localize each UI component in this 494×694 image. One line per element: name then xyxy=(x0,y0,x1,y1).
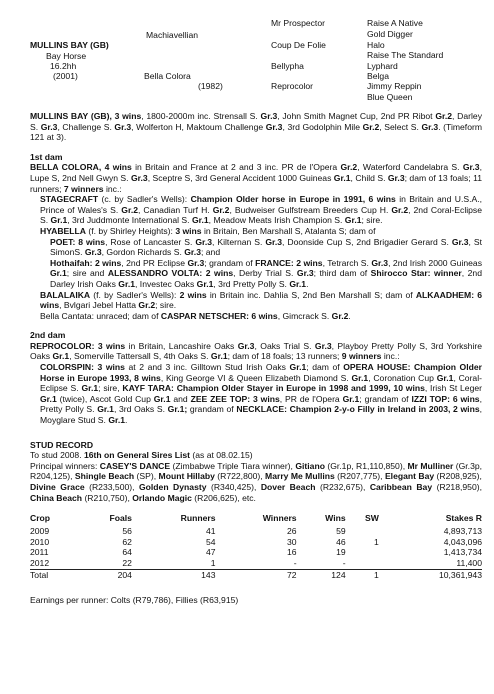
crop-cell: 16 xyxy=(287,547,297,558)
crop-cell: 46 xyxy=(336,536,346,547)
first-dam-paragraph: Bella Cantata: unraced; dam of CASPAR NETSCHER: 6 wins, Gimcrack S. Gr.2. xyxy=(40,310,351,321)
crop-cell: 1,413,734 xyxy=(443,547,482,558)
stud-line: To stud 2008. 16th on General Sires List (as at 08.02.15) xyxy=(30,450,253,461)
crop-total-cell: Total xyxy=(30,569,49,580)
sire-dam: Coup De Folie xyxy=(271,40,326,50)
crop-cell: - xyxy=(216,558,297,569)
crop-row xyxy=(30,537,482,548)
crop-cell: 59 xyxy=(336,525,346,536)
first-dam-paragraph: HYABELLA (f. by Shirley Heights): 3 wins in Britain, Ben Marshall S, Atalanta S; dam of xyxy=(40,225,376,236)
crop-column-header: Runners xyxy=(180,513,216,524)
second-dam-paragraph: REPROCOLOR: 3 wins in Britain, Lancashire Oaks Gr.3, Oaks Trial S. Gr.3, Playboy Pretty Polly S, 3rd Yorkshire Oaks Gr.1, Somerville Tattersall S, 4th Oaks S. Gr.1; dam of 18 foals; 13 runners; 9 winners inc.: xyxy=(30,340,483,362)
crop-cell: 47 xyxy=(205,547,216,558)
dam-year: (1982) xyxy=(198,81,223,91)
dam-dam: Reprocolor xyxy=(271,81,314,91)
first-dam-paragraph: Hothaifah: 2 wins, 2nd PR Eclipse Gr.3; grandam of FRANCE: 2 wins, Tetrarch S. Gr.3, 2nd Irish 2000 Guineas Gr.1; sire and ALESSANDRO VOLTA: 2 wins, Derby Trial S. Gr.3; third dam of Shirocco Star: winner, 2nd Darley Irish Oaks Gr.1, Investec Oaks Gr.1, 3rd Pretty Polly S. Gr.1. xyxy=(50,257,483,289)
crop-cell: 4,043,096 xyxy=(443,536,482,547)
crop-total-cell: 204 xyxy=(117,569,132,580)
first-dam-paragraph: BALALAIKA (f. by Sadler's Wells): 2 wins in Britain inc. Dahlia S, 2nd Ben Marshall S; dam of ALKAADHEM: 6 wins, Bvlgari Jebel Hatta Gr.2; sire. xyxy=(40,289,483,311)
crop-cell: 1 xyxy=(374,536,379,547)
crop-column-header: Foals xyxy=(109,513,132,524)
crop-cell: 19 xyxy=(336,547,346,558)
crop-cell: 62 xyxy=(122,536,132,547)
horse-year: (2001) xyxy=(53,71,78,81)
crop-total-row xyxy=(30,569,482,580)
crop-table-header xyxy=(30,513,482,526)
crop-table xyxy=(30,513,482,581)
crop-total-cell: 1 xyxy=(374,569,379,580)
earnings-per-runner: Earnings per runner: Colts (R79,786), Fillies (R63,915) xyxy=(30,594,239,605)
crop-cell: 26 xyxy=(287,525,297,536)
gen4-7: Jimmy Reppin xyxy=(367,81,422,91)
crop-cell: 1 xyxy=(132,558,216,569)
crop-cell: 2010 xyxy=(30,536,50,547)
dam-name: Bella Colora xyxy=(144,71,191,81)
first-dam-section xyxy=(30,162,482,321)
crop-row xyxy=(30,526,482,537)
horse-colour: Bay Horse xyxy=(46,51,87,61)
principal-winners: Principal winners: CASEY'S DANCE (Zimbabwe Triple Tiara winner), Gitiano (Gr.1p, R1,110,850), Mr Mulliner (Gr.3p, R204,125), Shingle Beach (SP), Mount Hillaby (R722,800), Marry Me Mullins (R207,775), Elegant Bay (R208,925), Divine Grace (R233,500), Golden Dynasty (R340,425), Dover Beach (R232,675), Caribbean Bay (R218,950), China Beach (R210,750), Orlando Magic (R206,625), etc. xyxy=(30,460,483,503)
second-dam-paragraph: COLORSPIN: 3 wins at 2 and 3 inc. Gilltown Stud Irish Oaks Gr.1; dam of OPERA HOUSE: Champion Older Horse in Europe 1993, 8 wins, King George VI & Queen Elizabeth Diamond S. Gr.1, Coronation Cup Gr.1, Coral-Eclipse S. Gr.1; sire, KAYF TARA: Champion Older Stayer in Europe in 1998 and 1999, 10 wins, Irish St Leger Gr.1 (twice), Ascot Gold Cup Gr.1 and ZEE ZEE TOP: 3 wins, PR de l'Opera Gr.1; grandam of IZZI TOP: 6 wins, Pretty Polly S. Gr.1, 3rd Oaks S. Gr.1; grandam of NECKLACE: Champion 2-y-o Filly in Ireland in 2003, 2 wins, Moyglare Stud S. Gr.1. xyxy=(40,362,482,426)
crop-cell: 22 xyxy=(78,558,132,569)
crop-cell: 2011 xyxy=(30,547,49,558)
crop-cell: 2012 xyxy=(30,558,78,569)
crop-cell: 54 xyxy=(205,536,216,547)
crop-total-cell: 72 xyxy=(287,569,297,580)
crop-column-header: Winners xyxy=(262,513,297,524)
horse-height: 16.2hh xyxy=(50,61,77,71)
second-dam-heading: 2nd dam xyxy=(30,330,66,341)
second-dam-section xyxy=(30,341,482,426)
sire-name: Machiavellian xyxy=(146,30,199,40)
crop-column-header: Wins xyxy=(325,513,346,524)
gen4-8: Blue Queen xyxy=(367,92,413,102)
gen4-4: Raise The Standard xyxy=(367,50,444,60)
crop-row xyxy=(30,558,482,569)
crop-cell: 56 xyxy=(122,525,132,536)
crop-cell: 64 xyxy=(122,547,132,558)
first-dam-heading: 1st dam xyxy=(30,151,63,162)
catalogue-body xyxy=(30,111,482,605)
crop-total-cell: 124 xyxy=(331,569,346,580)
pedigree-chart xyxy=(0,0,494,112)
gen4-1: Raise A Native xyxy=(367,18,423,28)
crop-cell: 41 xyxy=(205,525,216,536)
stud-record-heading: STUD RECORD xyxy=(30,439,94,450)
crop-total-cell: 10,361,943 xyxy=(438,569,482,580)
crop-cell: - xyxy=(297,558,346,569)
crop-row xyxy=(30,547,482,558)
sire-sire: Mr Prospector xyxy=(271,18,325,28)
crop-cell xyxy=(346,547,379,558)
dam-sire: Bellypha xyxy=(271,61,304,71)
crop-column-header: SW xyxy=(364,513,379,524)
horse-name: MULLINS BAY (GB) xyxy=(30,40,109,50)
crop-cell: 30 xyxy=(287,536,297,547)
crop-cell: 11,400 xyxy=(379,558,482,569)
gen4-5: Lyphard xyxy=(367,61,398,71)
crop-cell: 2009 xyxy=(30,525,50,536)
race-record: MULLINS BAY (GB), 3 wins, 1800-2000m inc. Strensall S. Gr.3, John Smith Magnet Cup, 2nd PR Ribot Gr.2, Darley S. Gr.3, Challenge S. Gr.3, Wolferton H, Maktoum Challenge Gr.3, 3rd Godolphin Mile Gr.2, Select S. Gr.3. (Timeform 121 at 3). xyxy=(30,111,483,143)
first-dam-paragraph: BELLA COLORA, 4 wins in Britain and France at 2 and 3 inc. PR de l'Opera Gr.2, Waterford Candelabra S. Gr.3, Lupe S, 2nd Nell Gwyn S. Gr.3, Sceptre S, 3rd General Accident 1000 Guineas Gr.1, Child S. Gr.3; dam of 13 foals; 11 runners; 7 winners inc.: xyxy=(30,162,482,194)
first-dam-paragraph: STAGECRAFT (c. by Sadler's Wells): Champion Older horse in Europe in 1991, 6 wins in Britain and U.S.A., Prince of Wales's S. Gr.2, Canadian Turf H. Gr.2, Budweiser Gulfstream Breeders Cup H. Gr.2, 2nd Coral-Eclipse S. Gr.1, 3rd Juddmonte International S. Gr.1, Meadow Meats Irish Champion S. Gr.1; sire. xyxy=(40,194,482,226)
gen4-6: Belga xyxy=(367,71,389,81)
gen4-3: Halo xyxy=(367,40,385,50)
crop-cell xyxy=(346,526,379,537)
gen4-2: Gold Digger xyxy=(367,29,413,39)
crop-cell xyxy=(346,558,379,569)
crop-column-header: Crop xyxy=(30,513,51,524)
crop-cell: 4,893,713 xyxy=(443,525,482,536)
crop-column-header: Stakes R xyxy=(445,513,482,524)
first-dam-paragraph: POET: 8 wins, Rose of Lancaster S. Gr.3, Kilternan S. Gr.3, Doonside Cup S, 2nd Brigadier Gerard S. Gr.3, St SimonS. Gr.3, Gordon Richards S. Gr.3; and xyxy=(50,236,483,258)
crop-total-cell: 143 xyxy=(201,569,216,580)
